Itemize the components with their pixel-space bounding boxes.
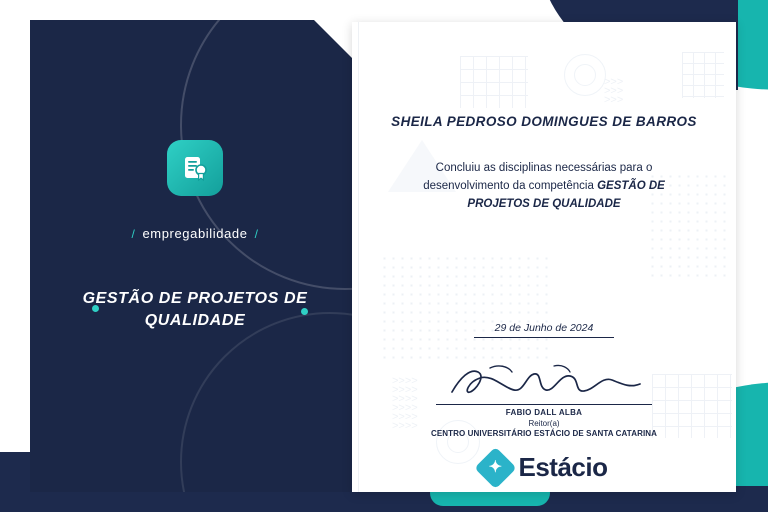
estacio-wordmark: Estácio	[518, 452, 608, 482]
signer-role: Reitor(a)	[528, 419, 560, 428]
body-prefix: Concluiu as disciplinas necessárias para o desenvolvimento da competência	[423, 162, 653, 192]
brand-slash-left: /	[131, 227, 136, 241]
estacio-logo	[481, 452, 608, 483]
signature-line	[436, 404, 652, 405]
watermark-chevrons-1: >>>> >>>> >>>> >>>> >>>> >>>>	[392, 375, 418, 432]
signer-name: FABIO DALL ALBA	[505, 408, 583, 417]
handwritten-signature	[434, 358, 654, 404]
watermark-grid-1	[460, 56, 528, 108]
watermark-grid-2	[682, 52, 724, 98]
estacio-diamond-icon	[474, 446, 516, 488]
watermark-dots-1	[380, 254, 550, 364]
estacio-diamond-glyph: ✦	[488, 458, 503, 476]
certificate-body	[396, 160, 692, 213]
watermark-chevrons-2: >>> >>> >>>	[604, 76, 624, 106]
body-emphasis: GESTÃO DE PROJETOS DE QUALIDADE	[467, 179, 665, 210]
institution-name: CENTRO UNIVERSITÁRIO ESTÁCIO DE SANTA CATARINA	[430, 429, 658, 438]
brand-label	[30, 226, 360, 241]
left-panel	[30, 20, 360, 492]
certificate-badge-icon	[167, 140, 223, 196]
issue-date: 29 de Junho de 2024	[474, 322, 614, 338]
recipient-name: SHEILA PEDROSO DOMINGUES DE BARROS	[391, 114, 697, 129]
certificate-card	[352, 22, 736, 492]
course-title: GESTÃO DE PROJETOS DE QUALIDADE	[82, 290, 308, 329]
watermark-ring-2	[574, 64, 596, 86]
brand-slash-right: /	[254, 227, 259, 241]
brand-text: empregabilidade	[142, 226, 248, 241]
decor-arc-bottom	[180, 312, 360, 492]
